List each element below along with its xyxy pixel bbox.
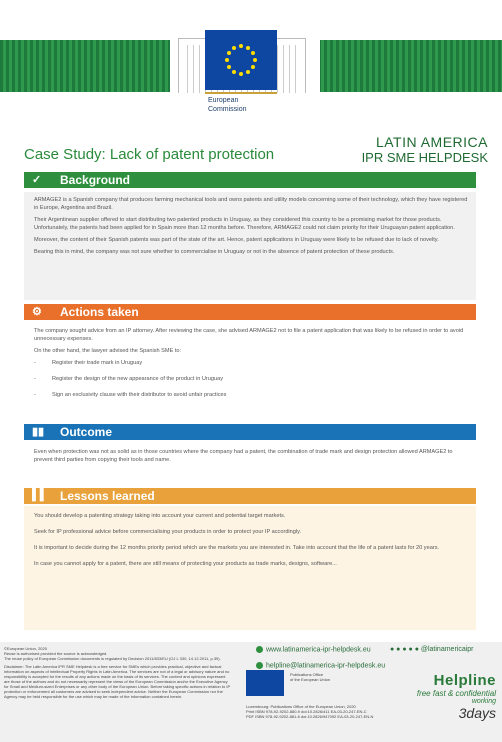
email-link[interactable] <box>256 662 385 669</box>
twitter-handle: @latinamericaipr <box>420 646 474 653</box>
outcome-header <box>24 424 476 440</box>
ec-logo-text <box>208 96 247 114</box>
background-paragraph: Their Argentinean supplier offered to start distributing two patented products in Uruguay, as they considered this country to be a promising market for those products. Unfortunately, the patents had been applied for in Spain more than 12 months before. Therefore, ARMAGE2 could not claim priority for their Uruguayan patent application. <box>34 217 455 231</box>
email-text: helpline@latinamerica-ipr-helpdesk.eu <box>266 662 386 670</box>
books-icon: ▌▌ <box>32 489 48 501</box>
actions-paragraph: On the other hand, the lawyer advised the Spanish SME to: <box>34 348 182 354</box>
actions-label: Actions taken <box>60 305 139 319</box>
outcome-panel <box>24 446 476 478</box>
background-header <box>24 172 476 188</box>
background-paragraph: Moreover, the content of their Spanish patents was part of the state of the art. Hence, patent applications in Uruguay were likely to be refused due to lack of novelty. <box>34 237 439 243</box>
helpline-working: working <box>471 698 496 705</box>
helpline-title: Helpline <box>433 672 496 689</box>
background-label: Background <box>60 173 131 187</box>
lux-line1: Luxembourg: Publications Office of the European Union, 2020 <box>246 704 356 709</box>
list-item: - Sign an exclusivity clause with their distributor to avoid unfair practices <box>34 391 476 399</box>
eu-flag-logo <box>205 30 277 90</box>
background-paragraph: Bearing this in mind, the company was not sure whether to commercialise in Uruguay or not in the absence of patent protection of these products. <box>34 249 395 255</box>
lux-line2: Print ISBN 978-92-9202-880-9 doi:10.2826/411 EA-03-20-247-EN-C <box>246 709 367 714</box>
ec-label-line1: European <box>208 97 239 104</box>
ec-label-line2: Commission <box>208 106 247 113</box>
twitter-link[interactable] <box>390 646 474 653</box>
helpline-subtitle: free fast & confidential <box>416 689 496 698</box>
lessons-header <box>24 488 476 504</box>
footer-legal <box>4 646 232 699</box>
footer <box>0 642 502 742</box>
eu-flag-small-logo <box>246 670 284 696</box>
brand-line1: LATIN AMERICA <box>375 134 488 150</box>
lessons-paragraph: It is important to decide during the 12 months priority period which are the markets you are interested in. Take into account that the life of a patent lasts for 20 years. <box>34 545 440 551</box>
helpline-badge <box>417 672 496 721</box>
copyright-text: ©European Union, 2020 <box>4 646 47 651</box>
background-paragraph: ARMAGE2 is a Spanish company that produces farming mechanical tools and owns patents and utility models concerning some of their technology, which they have registered in Europe, Argentina and Brazil. <box>34 197 468 211</box>
gears-icon: ⚙ <box>32 306 42 318</box>
po-line2: of the European Union <box>290 677 331 682</box>
globe-icon <box>256 646 263 653</box>
lessons-paragraph: You should develop a patenting strategy taking into account your current and potential target markets. <box>34 513 286 519</box>
lessons-panel <box>24 506 476 630</box>
ec-logo-underline <box>205 92 277 94</box>
lessons-paragraph: Seek for IP professional advice before commercialising your products in order to protect your IP accordingly. <box>34 529 302 535</box>
actions-header <box>24 304 476 320</box>
po-line1: Publications Office <box>290 672 324 677</box>
publications-office-logo <box>290 672 330 682</box>
brand-line2: IPR SME HELPDESK <box>361 150 488 165</box>
outcome-label: Outcome <box>60 425 113 439</box>
mail-icon <box>256 662 263 669</box>
social-icons: ● ● ● ● ● <box>390 646 419 653</box>
list-item: - Register their trade mark in Uruguay <box>34 359 476 367</box>
disclaimer-text: Disclaimer: The Latin America IPR SME Helpdesk is a free service for SMEs which provides practical, objective and factual information on aspects of Intellectual Property Rights in Latin America. The services are not of a legal or advisory nature and no responsibility is accepted for the results of any actions made on the basis of its services. The content and opinions expressed are those of the authors and do not necessarily represent the views of the European Commission and/or the Executive Agency for Small and Medium-sized Enterprises or any other body of the European Union. Before taking specific actions in relation to IP protection or enforcement all customers are advised to seek independent advice. Neither the European Commission nor the Agency may be held responsible for the use which may be made of the information contained herein. <box>4 664 231 699</box>
lessons-paragraph: In case you cannot apply for a patent, there are still means of protecting your products as trade marks, designs, software... <box>34 561 337 567</box>
background-panel <box>24 192 476 300</box>
publication-info <box>246 704 426 719</box>
page-title: Case Study: Lack of patent protection <box>24 146 275 163</box>
bar-chart-icon: ▮▮ <box>32 426 45 438</box>
check-icon: ✓ <box>32 174 42 186</box>
eu-stars-icon <box>205 30 277 90</box>
website-link[interactable] <box>256 646 371 653</box>
lux-line3: PDF ISBN 978-92-9202-881-6 doi:10.2826/947092 EA-03-20-247-EN-N <box>246 714 374 719</box>
actions-paragraph: The company sought advice from an IP attorney. After reviewing the case, she advised ARMAGE2 not to file a patent application that was likely to be refused in order to avoid unnecessary expenses. <box>34 328 464 342</box>
reuse-policy-text: The reuse policy of European Commission documents is regulated by Decision 2011/833/EU (OJ L 330, 14.12.2011, p.39). <box>4 656 221 661</box>
reuse-text: Reuse is authorised provided the source is acknowledged. <box>4 651 108 656</box>
list-item: - Register the design of the new appearance of the product in Uruguay <box>34 375 476 383</box>
helpdesk-brand <box>362 135 488 165</box>
helpline-days: 3days <box>458 705 496 721</box>
website-text: www.latinamerica-ipr-helpdesk.eu <box>266 646 371 654</box>
actions-panel <box>24 325 476 417</box>
outcome-paragraph: Even when protection was not as solid as in those countries where the company had a patent, the combination of trade mark and design protection allowed ARMAGE2 to prevent third parties from copying their tools and name. <box>34 449 453 463</box>
lessons-label: Lessons learned <box>60 489 155 503</box>
actions-list <box>24 359 476 399</box>
